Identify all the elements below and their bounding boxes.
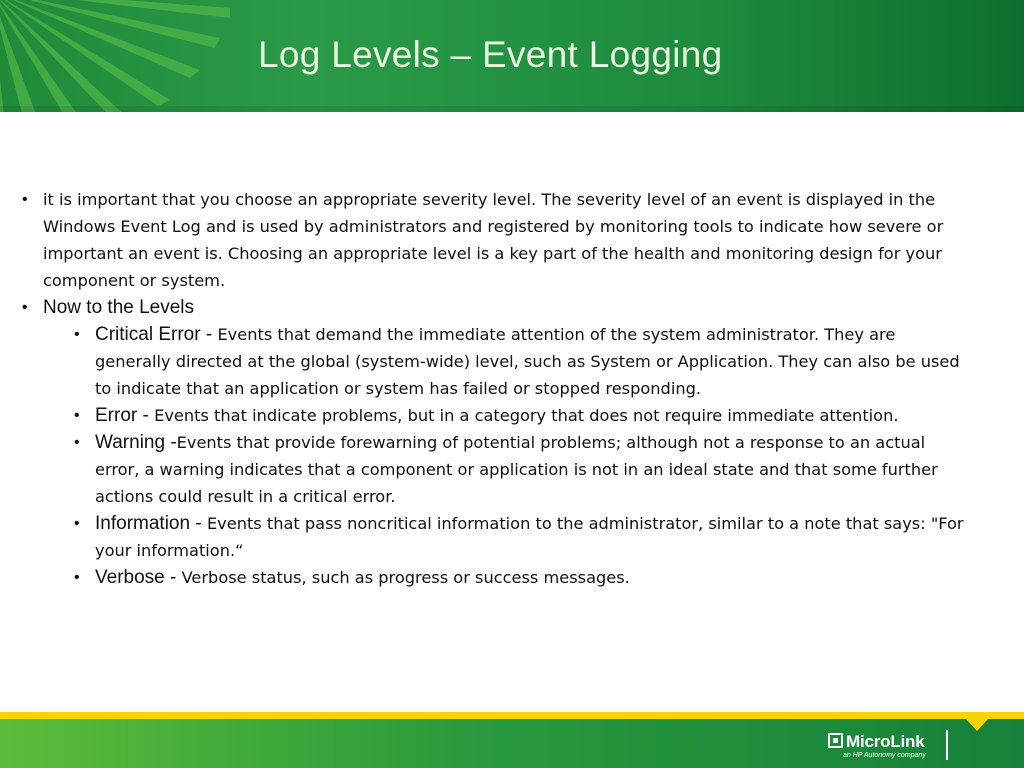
bullet-dot: • <box>74 515 80 532</box>
level-item-warning <box>18 429 968 510</box>
slide-header <box>0 0 1024 112</box>
bullet-levels-text: Now to the Levels <box>43 297 195 318</box>
level-description: Events that pass noncritical information to the administrator, similar to a note that says: "For your information.“ <box>95 514 964 560</box>
level-name: Information - <box>95 513 207 534</box>
bullet-dot: • <box>74 407 80 424</box>
level-item-verbose <box>18 564 968 591</box>
sunburst-rays-graphic <box>0 0 240 112</box>
microlink-logo <box>828 732 926 759</box>
level-description: Events that demand the immediate attention of the system administrator. They are generally directed at the global (system-wide) level, such as System or Application. They can also be used to indicate that an application or system has failed or stopped responding. <box>95 325 960 398</box>
slide-title: Log Levels – Event Logging <box>258 34 723 75</box>
level-name: Verbose - <box>95 567 182 588</box>
level-item-critical-error <box>18 321 968 402</box>
level-name: Critical Error - <box>95 324 218 345</box>
bullet-intro <box>18 186 968 294</box>
bullet-dot: • <box>74 569 80 586</box>
level-item-information <box>18 510 968 564</box>
bullet-dot: • <box>74 434 80 451</box>
footer-notch-triangle <box>966 719 988 731</box>
logo-divider <box>946 730 948 760</box>
level-description: Events that provide forewarning of potential problems; although not a response to an actual error, a warning indicates that a component or application is not in an ideal state and that some further actions could result in a critical error. <box>95 433 938 506</box>
level-description: Verbose status, such as progress or success messages. <box>181 568 630 587</box>
footer-yellow-stripe <box>0 712 1024 719</box>
bullet-dot: • <box>74 326 80 343</box>
bullet-intro-text: it is important that you choose an appropriate severity level. The severity level of an event is displayed in the Windows Event Log and is used by administrators and registered by monitoring tools to indicate how severe or important an event is. Choosing an appropriate level is a key part of the health and monitoring design for your component or system. <box>43 190 944 290</box>
logo-mark-icon <box>828 733 843 748</box>
level-name: Warning - <box>95 432 177 453</box>
header-shade <box>0 106 1024 112</box>
bullet-dot: • <box>22 299 28 316</box>
logo-tagline: an HP Autonomy company <box>843 752 926 759</box>
logo-name: MicroLink <box>846 732 925 751</box>
slide-footer <box>0 712 1024 768</box>
level-description: Events that indicate problems, but in a category that does not require immediate attention. <box>154 406 899 425</box>
level-name: Error - <box>95 405 155 426</box>
level-item-error <box>18 402 968 429</box>
slide-body <box>18 186 968 591</box>
bullet-levels <box>18 294 968 321</box>
bullet-dot: • <box>22 191 28 208</box>
